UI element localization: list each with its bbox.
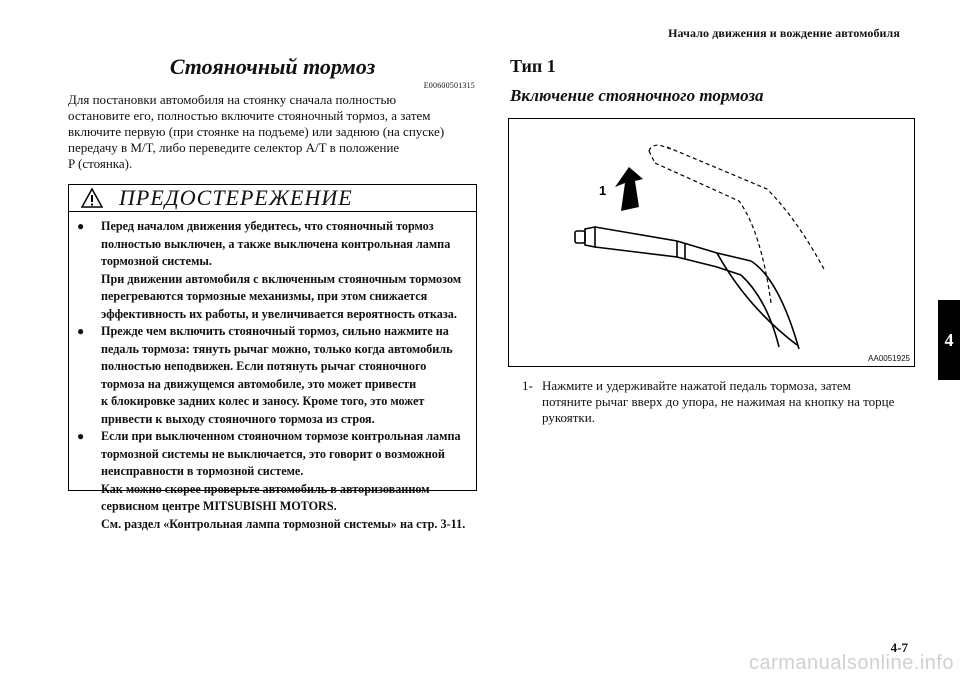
step-1 [522,378,917,426]
warning-line: тормозной системы. [101,254,212,268]
warning-item [77,218,470,323]
intro-paragraph [68,92,478,172]
step-line: Нажмите и удерживайте нажатой педаль тормоза, затем [542,378,851,393]
page-number: 4-7 [890,640,908,655]
warning-line: педаль тормоза: тянуть рычаг можно, только когда автомобиль [101,341,453,356]
step-line: потяните рычаг вверх до упора, не нажимая на кнопку на торце [542,394,895,409]
intro-line: остановите его, полностью включите стояночный тормоз, а затем [68,108,431,123]
warning-line: Если при выключенном стояночном тормозе контрольная лампа [101,429,461,443]
warning-line: тормозной системы не выключается, это говорит о возможной [101,446,445,461]
warning-header [69,185,476,212]
warning-line: привести к выходу стояночного тормоза из строя. [101,411,375,426]
bullet-icon: ● [77,219,85,233]
warning-line: неисправности в тормозной системе. [101,464,304,478]
warning-line: тормоза на движущемся автомобиле, это может привести [101,376,417,391]
warning-line: перегреваются тормозные механизмы, при этом снижается [101,289,428,303]
warning-line: сервисном центре MITSUBISHI MOTORS. [101,499,337,513]
step-number: 1- [522,378,533,393]
warning-item-text [101,323,470,428]
warning-line: При движении автомобиля с включенным стояночным тормозом [101,271,462,286]
warning-line: Перед началом движения убедитесь, что стояночный тормоз [101,219,434,233]
running-head: Начало движения и вождение автомобиля [668,26,900,40]
warning-item-text [101,218,470,323]
warning-line: полностью неподвижен. Если потянуть рычаг стояночного [101,359,427,373]
callout-label: 1 [599,183,607,198]
step-text [542,378,894,426]
step-line: рукоятки. [542,410,595,425]
intro-line: включите первую (при стоянке на подъеме) или заднюю (на спуске) [68,124,445,139]
warning-line: эффективность их работы, и увеличивается вероятность отказа. [101,306,457,321]
pull-arrow-icon [615,167,643,211]
warning-body [69,212,476,533]
warning-line: См. раздел «Контрольная лампа тормозной системы» на стр. 3-11. [101,516,466,531]
intro-line: передачу в M/T, либо переведите селектор A/T в положение [68,140,400,155]
warning-line: полностью выключен, а также выключена контрольная лампа [101,236,451,251]
warning-line: Прежде чем включить стояночный тормоз, сильно нажмите на [101,324,449,338]
warning-title: ПРЕДОСТЕРЕЖЕНИЕ [119,185,353,210]
section-code: E00600501315 [423,81,475,90]
warning-item-text [101,428,470,533]
warning-line: Как можно скорее проверьте автомобиль в авторизованном [101,481,430,496]
warning-line: к блокировке задних колес и заносу. Кроме того, это может [101,394,425,408]
intro-line: Для постановки автомобиля на стоянку сначала полностью [68,92,397,107]
section-title: Стояночный тормоз [169,54,376,79]
chapter-tab: 4 [938,300,960,380]
warning-triangle-icon [81,188,103,208]
figure-code: AA0051925 [868,354,910,363]
watermark: carmanualsonline.info [748,652,954,674]
intro-line: P (стоянка). [68,156,133,171]
parking-brake-figure [508,118,915,367]
warning-box [68,184,477,531]
type-title: Тип 1 [510,56,556,76]
subsection-title: Включение стояночного тормоза [510,86,764,105]
warning-item [77,428,470,533]
bullet-icon: ● [77,324,85,338]
bullet-icon: ● [77,429,85,443]
parking-brake-lever-icon [509,119,914,366]
warning-item [77,323,470,428]
